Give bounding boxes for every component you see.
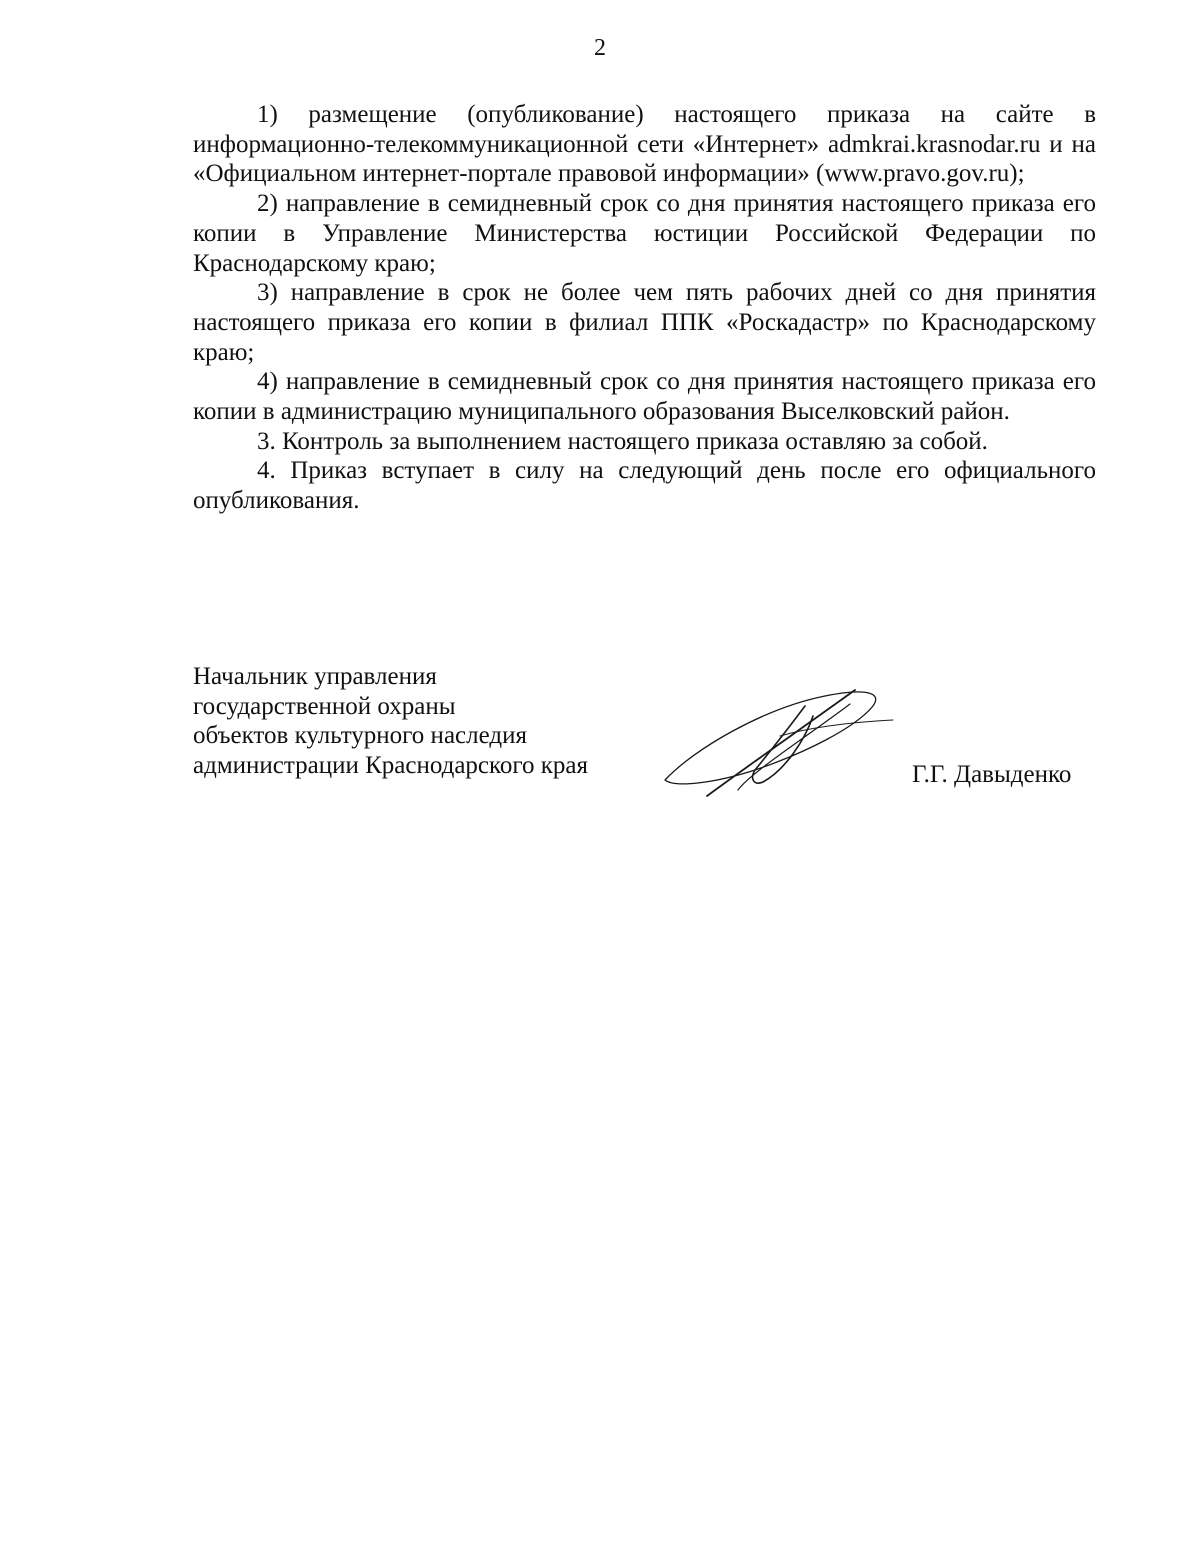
signatory-title-line: Начальник управления [193, 663, 437, 690]
page-number: 2 [594, 35, 606, 61]
paragraph-roskadastr: 3) направление в срок не более чем пять рабочих дней со дня принятия настоящего приказа его копии в филиал ППК «Роскадастр» по Краснодарскому краю; [193, 279, 1096, 366]
signatory-title-line: государственной охраны [193, 692, 456, 720]
paragraph-publication: 1) размещение (опубликование) настоящего приказа на сайте в информационно-телекоммуникационной сети «Интернет» admkrai.krasnodar.ru и на «Официальном интернет-портале правовой информации» (www.pravo.gov.ru); [193, 101, 1096, 188]
document-body [193, 100, 1096, 516]
handwritten-signature [655, 678, 900, 803]
signatory-title [193, 662, 633, 780]
paragraph-municipality: 4) направление в семидневный срок со дня принятия настоящего приказа его копии в администрацию муниципального образования Выселковский район. [193, 368, 1096, 426]
paragraph-control: 3. Контроль за выполнением настоящего приказа оставляю за собой. [257, 427, 988, 455]
signatory-name: Г.Г. Давыденко [912, 761, 1072, 788]
paragraph-effective-date: 4. Приказ вступает в силу на следующий день после его официального опубликования. [193, 457, 1096, 515]
paragraph-ministry-of-justice: 2) направление в семидневный срок со дня принятия настоящего приказа его копии в Управление Министерства юстиции Российской Федерации по Краснодарскому краю; [193, 190, 1096, 277]
signatory-title-line: администрации Краснодарского края [193, 751, 589, 779]
signatory-title-line: объектов культурного наследия [193, 722, 527, 749]
